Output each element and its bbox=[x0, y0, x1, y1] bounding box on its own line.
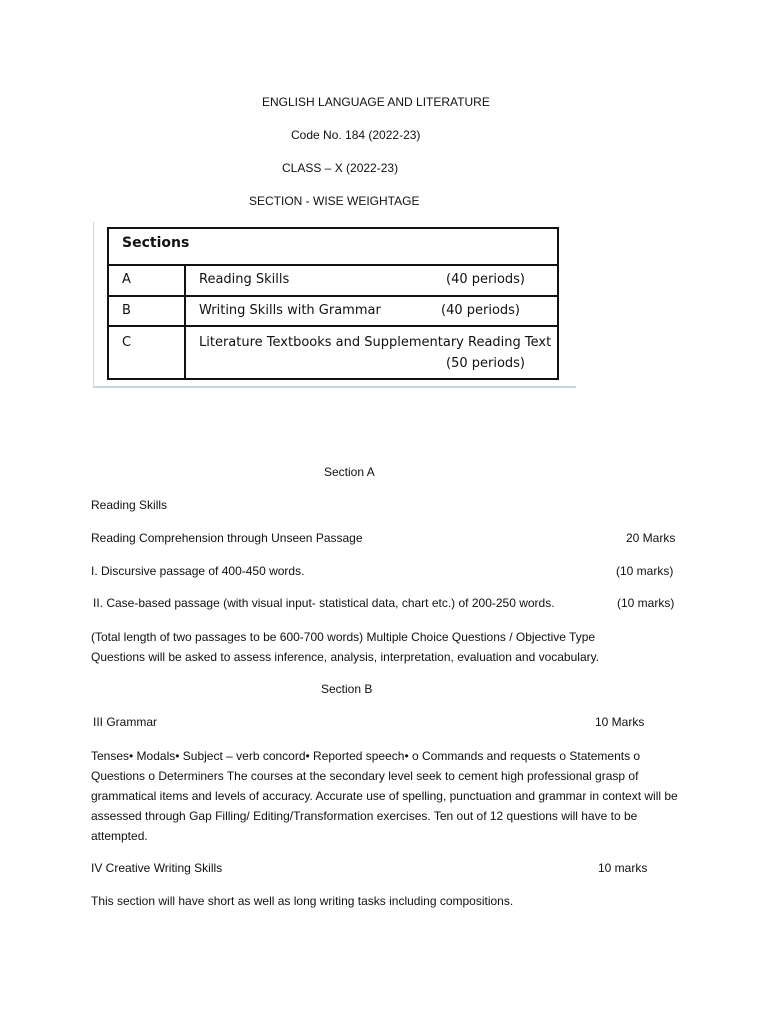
grammar-description: Tenses• Modals• Subject – verb concord• Reported speech• o Commands and requests o Statements o Questions o Determiners The courses at the secondary level seek to cement high professional grasp of grammatical items and levels of accuracy. Accurate use of spelling, punctuation and grammar in context will be assessed through Gap Filling/ Editing/Transformation exercises. Ten out of 12 questions will have to be attempted. bbox=[91, 749, 678, 843]
comprehension-marks: 20 Marks bbox=[626, 531, 676, 545]
document-title: ENGLISH LANGUAGE AND LITERATURE bbox=[262, 95, 490, 109]
discursive-passage-marks: (10 marks) bbox=[616, 564, 674, 578]
table-row bbox=[109, 325, 557, 380]
weightage-table bbox=[107, 227, 559, 380]
table-row bbox=[109, 295, 557, 328]
row-periods: (40 periods) bbox=[441, 303, 521, 318]
code-number: Code No. 184 (2022-23) bbox=[291, 128, 421, 142]
table-heading: Sections bbox=[122, 235, 190, 251]
case-based-passage-marks: (10 marks) bbox=[617, 596, 675, 610]
creative-writing-marks: 10 marks bbox=[598, 861, 648, 875]
section-b-title: Section B bbox=[321, 682, 373, 696]
row-name: Reading Skills bbox=[199, 272, 290, 287]
reading-skills-heading: Reading Skills bbox=[91, 498, 168, 512]
row-id: A bbox=[122, 272, 131, 287]
discursive-passage-item: I. Discursive passage of 400-450 words. bbox=[91, 564, 305, 578]
row-periods: (50 periods) bbox=[446, 356, 526, 371]
grammar-marks: 10 Marks bbox=[595, 715, 645, 729]
row-name: Literature Textbooks and Supplementary Reading Text bbox=[199, 335, 552, 350]
row-id: C bbox=[122, 335, 132, 350]
row-name: Writing Skills with Grammar bbox=[199, 303, 381, 318]
grammar-heading: III Grammar bbox=[93, 715, 158, 729]
class-label: CLASS – X (2022-23) bbox=[282, 161, 399, 175]
table-row bbox=[109, 264, 557, 299]
section-a-title: Section A bbox=[324, 465, 375, 479]
weightage-heading: SECTION - WISE WEIGHTAGE bbox=[249, 194, 420, 208]
comprehension-line: Reading Comprehension through Unseen Passage bbox=[91, 531, 363, 545]
passage-note: (Total length of two passages to be 600-700 words) Multiple Choice Questions / Objective Type Questions will be asked to assess inference, analysis, interpretation, evaluation and vocabulary. bbox=[91, 630, 600, 664]
weightage-table-frame bbox=[93, 222, 576, 388]
row-id: B bbox=[122, 303, 131, 318]
row-periods: (40 periods) bbox=[446, 272, 526, 287]
creative-writing-description: This section will have short as well as long writing tasks including compositions. bbox=[91, 894, 514, 908]
case-based-passage-item: II. Case-based passage (with visual input- statistical data, chart etc.) of 200-250 words. bbox=[93, 596, 555, 610]
creative-writing-heading: IV Creative Writing Skills bbox=[91, 861, 223, 875]
